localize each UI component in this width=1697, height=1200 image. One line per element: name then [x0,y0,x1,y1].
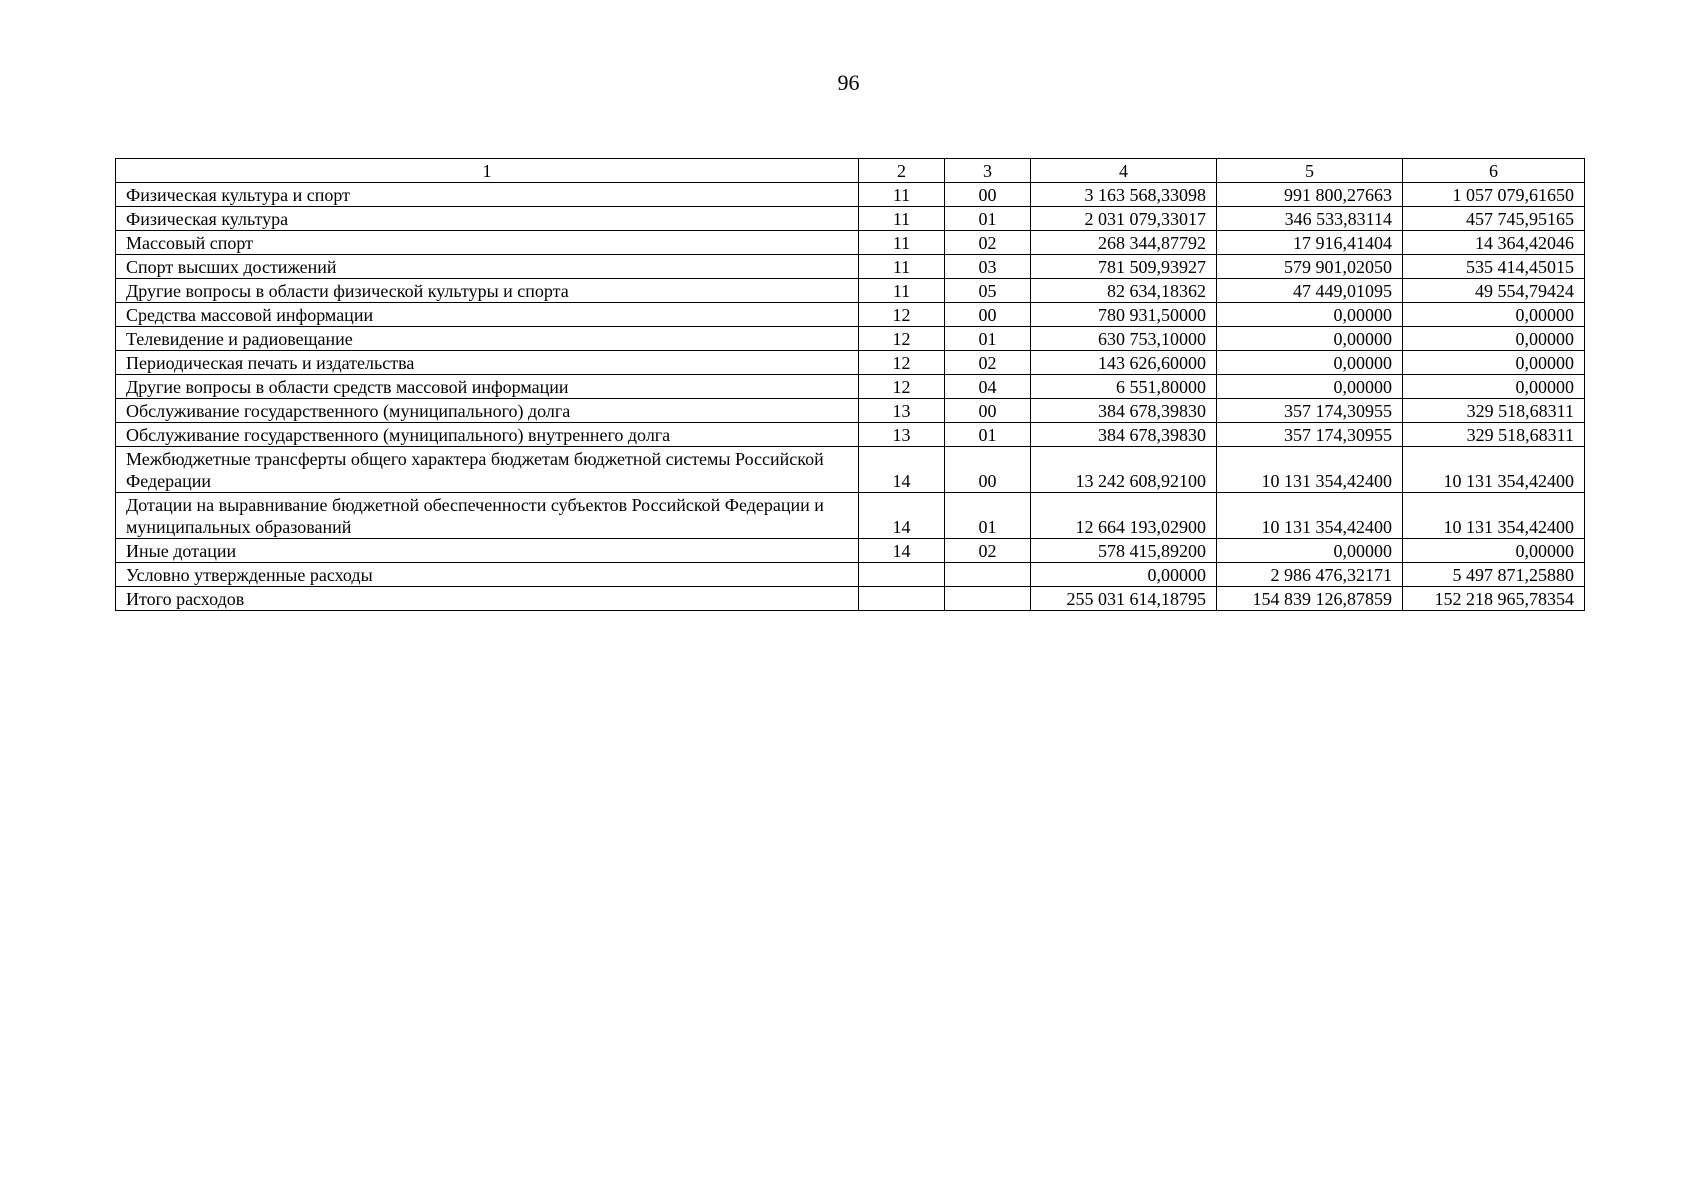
row-value-col6-cell: 0,00000 [1403,327,1585,351]
row-section-cell [859,563,945,587]
row-value-col5-cell: 0,00000 [1217,351,1403,375]
row-value-col5-cell: 17 916,41404 [1217,231,1403,255]
row-section-cell: 11 [859,231,945,255]
row-value-col6-cell: 0,00000 [1403,375,1585,399]
row-value-col5-cell: 2 986 476,32171 [1217,563,1403,587]
row-name-cell: Межбюджетные трансферты общего характера бюджетам бюджетной системы Российской Федерации [116,447,859,493]
row-name-cell: Иные дотации [116,539,859,563]
table-row [116,539,1585,563]
row-subsection-cell: 00 [945,183,1031,207]
table-header-row [116,159,1585,183]
row-value-col6-cell: 1 057 079,61650 [1403,183,1585,207]
table-row [116,447,1585,493]
row-section-cell: 12 [859,351,945,375]
row-section-cell: 13 [859,423,945,447]
row-name-cell: Другие вопросы в области средств массовой информации [116,375,859,399]
row-value-col5-cell: 10 131 354,42400 [1217,447,1403,493]
row-value-col6-cell: 0,00000 [1403,539,1585,563]
header-cell: 1 [116,159,859,183]
page-number: 96 [837,70,860,95]
row-name-cell: Другие вопросы в области физической культуры и спорта [116,279,859,303]
row-section-cell: 14 [859,539,945,563]
row-value-col4-cell: 384 678,39830 [1031,423,1217,447]
row-value-col4-cell: 578 415,89200 [1031,539,1217,563]
row-value-col4-cell: 3 163 568,33098 [1031,183,1217,207]
row-value-col4-cell: 0,00000 [1031,563,1217,587]
table-row [116,327,1585,351]
row-name-cell: Дотации на выравнивание бюджетной обеспеченности субъектов Российской Федерации и муниципальных образований [116,493,859,539]
row-value-col4-cell: 6 551,80000 [1031,375,1217,399]
row-section-cell: 11 [859,183,945,207]
row-section-cell: 14 [859,447,945,493]
table-row [116,279,1585,303]
row-section-cell: 12 [859,303,945,327]
row-value-col4-cell: 2 031 079,33017 [1031,207,1217,231]
row-value-col6-cell: 152 218 965,78354 [1403,587,1585,611]
row-section-cell: 11 [859,255,945,279]
row-value-col4-cell: 143 626,60000 [1031,351,1217,375]
row-value-col4-cell: 268 344,87792 [1031,231,1217,255]
row-value-col6-cell: 457 745,95165 [1403,207,1585,231]
row-subsection-cell: 01 [945,207,1031,231]
row-subsection-cell: 01 [945,327,1031,351]
row-subsection-cell: 00 [945,303,1031,327]
row-subsection-cell: 05 [945,279,1031,303]
row-section-cell: 13 [859,399,945,423]
row-value-col5-cell: 154 839 126,87859 [1217,587,1403,611]
row-value-col4-cell: 255 031 614,18795 [1031,587,1217,611]
row-name-cell: Условно утвержденные расходы [116,563,859,587]
row-value-col6-cell: 5 497 871,25880 [1403,563,1585,587]
row-section-cell: 14 [859,493,945,539]
row-value-col5-cell: 0,00000 [1217,327,1403,351]
row-value-col6-cell: 0,00000 [1403,303,1585,327]
row-section-cell: 12 [859,375,945,399]
row-name-cell: Телевидение и радиовещание [116,327,859,351]
row-value-col4-cell: 384 678,39830 [1031,399,1217,423]
row-value-col5-cell: 991 800,27663 [1217,183,1403,207]
row-subsection-cell: 01 [945,493,1031,539]
table-row [116,563,1585,587]
row-subsection-cell: 04 [945,375,1031,399]
table-row [116,493,1585,539]
row-subsection-cell: 02 [945,231,1031,255]
row-value-col6-cell: 535 414,45015 [1403,255,1585,279]
row-value-col6-cell: 0,00000 [1403,351,1585,375]
row-value-col4-cell: 780 931,50000 [1031,303,1217,327]
row-name-cell: Обслуживание государственного (муниципального) долга [116,399,859,423]
row-name-cell: Средства массовой информации [116,303,859,327]
header-cell: 3 [945,159,1031,183]
row-subsection-cell: 02 [945,539,1031,563]
row-subsection-cell: 02 [945,351,1031,375]
row-subsection-cell [945,563,1031,587]
row-value-col4-cell: 12 664 193,02900 [1031,493,1217,539]
table-row [116,423,1585,447]
table-row [116,255,1585,279]
header-cell: 2 [859,159,945,183]
row-value-col6-cell: 329 518,68311 [1403,423,1585,447]
row-name-cell: Итого расходов [116,587,859,611]
row-name-cell: Периодическая печать и издательства [116,351,859,375]
row-section-cell [859,587,945,611]
row-value-col6-cell: 14 364,42046 [1403,231,1585,255]
header-cell: 4 [1031,159,1217,183]
table-row [116,207,1585,231]
row-value-col5-cell: 10 131 354,42400 [1217,493,1403,539]
header-cell: 6 [1403,159,1585,183]
row-value-col5-cell: 357 174,30955 [1217,399,1403,423]
table-row [116,303,1585,327]
row-section-cell: 11 [859,207,945,231]
table-row [116,183,1585,207]
row-value-col5-cell: 0,00000 [1217,375,1403,399]
row-name-cell: Физическая культура и спорт [116,183,859,207]
row-section-cell: 11 [859,279,945,303]
table-row [116,351,1585,375]
row-value-col5-cell: 346 533,83114 [1217,207,1403,231]
row-subsection-cell: 03 [945,255,1031,279]
row-subsection-cell: 00 [945,399,1031,423]
row-value-col5-cell: 47 449,01095 [1217,279,1403,303]
row-name-cell: Спорт высших достижений [116,255,859,279]
table-row [116,231,1585,255]
row-value-col4-cell: 781 509,93927 [1031,255,1217,279]
table-row [116,587,1585,611]
row-value-col5-cell: 0,00000 [1217,303,1403,327]
table-row [116,399,1585,423]
row-subsection-cell: 00 [945,447,1031,493]
budget-table [115,158,1585,611]
row-value-col4-cell: 82 634,18362 [1031,279,1217,303]
row-subsection-cell [945,587,1031,611]
row-value-col6-cell: 10 131 354,42400 [1403,493,1585,539]
row-value-col5-cell: 579 901,02050 [1217,255,1403,279]
row-value-col6-cell: 329 518,68311 [1403,399,1585,423]
row-section-cell: 12 [859,327,945,351]
row-value-col6-cell: 10 131 354,42400 [1403,447,1585,493]
row-value-col5-cell: 357 174,30955 [1217,423,1403,447]
row-value-col4-cell: 630 753,10000 [1031,327,1217,351]
table-row [116,375,1585,399]
row-name-cell: Физическая культура [116,207,859,231]
header-cell: 5 [1217,159,1403,183]
row-value-col4-cell: 13 242 608,92100 [1031,447,1217,493]
row-name-cell: Обслуживание государственного (муниципального) внутреннего долга [116,423,859,447]
row-name-cell: Массовый спорт [116,231,859,255]
row-subsection-cell: 01 [945,423,1031,447]
row-value-col6-cell: 49 554,79424 [1403,279,1585,303]
row-value-col5-cell: 0,00000 [1217,539,1403,563]
